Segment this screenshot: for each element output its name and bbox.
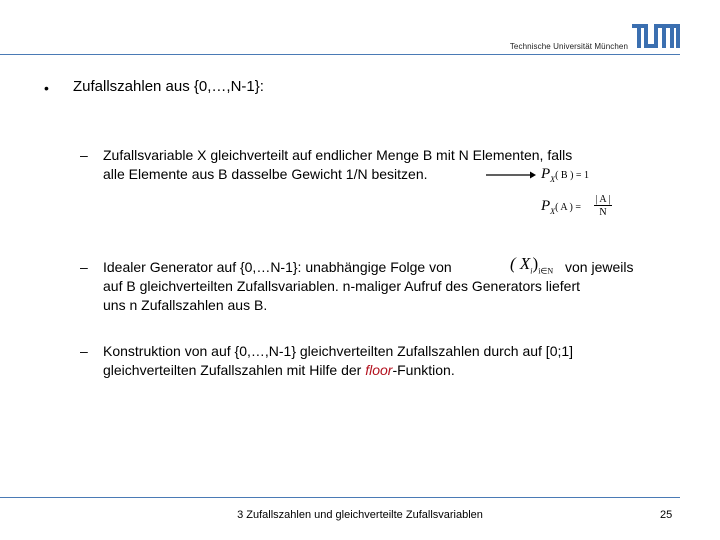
title-bullet: • xyxy=(44,80,49,96)
university-name: Technische Universität München xyxy=(509,42,628,51)
floor-keyword: floor xyxy=(365,362,393,378)
tum-logo xyxy=(632,24,682,52)
item-3-text xyxy=(103,342,663,380)
page-number: 25 xyxy=(660,509,673,521)
formula-3-close: ) xyxy=(532,254,539,273)
item-2-line-2: auf B gleichverteilten Zufallsvariablen. n-maliger Aufruf des Generators liefert xyxy=(103,278,581,294)
formula-1-p: P xyxy=(541,166,551,182)
item-1-line-1: Zufallsvariable X gleichverteilt auf endlicher Menge B mit N Elementen, falls xyxy=(103,147,573,163)
formula-3-open: ( X xyxy=(510,254,531,273)
implies-arrow xyxy=(486,170,536,180)
footer-divider xyxy=(0,497,680,498)
item-3-dash: – xyxy=(80,343,88,359)
formula-2-sub: X xyxy=(550,207,556,216)
item-1-dash: – xyxy=(80,147,88,163)
formula-sequence xyxy=(510,254,553,275)
formula-px-b xyxy=(541,166,589,184)
formula-2-denominator: N xyxy=(599,207,607,218)
formula-2-numerator: | A | xyxy=(595,194,611,205)
item-2-dash: – xyxy=(80,259,88,275)
slide-title: Zufallszahlen aus {0,…,N-1}: xyxy=(73,78,264,95)
item-2-line-1a: Idealer Generator auf {0,…N-1}: unabhängige Folge von xyxy=(103,259,452,275)
footer-title: 3 Zufallszahlen und gleichverteilte Zufallsvariablen xyxy=(237,509,483,521)
formula-1-sub: X xyxy=(550,175,556,184)
item-3-line-1: Konstruktion von auf {0,…,N-1} gleichverteilten Zufallszahlen durch auf [0;1] xyxy=(103,343,574,359)
formula-3-index: i∈N xyxy=(538,266,554,276)
formula-2-p: P xyxy=(541,198,551,214)
formula-1-rest: ( B ) = 1 xyxy=(555,170,590,181)
item-2-line-3: uns n Zufallszahlen aus B. xyxy=(103,297,268,313)
item-3-line-2a: gleichverteilten Zufallszahlen mit Hilfe der xyxy=(103,362,366,378)
formula-px-a xyxy=(541,194,621,220)
formula-2-arg: ( A ) = xyxy=(555,202,581,213)
item-2-line-1b: von jeweils xyxy=(565,259,634,275)
item-3-line-2c: -Funktion. xyxy=(392,362,455,378)
formula-3-sub: i xyxy=(530,266,533,276)
header-divider xyxy=(0,54,680,55)
item-2-text xyxy=(103,258,663,315)
item-1-line-2: alle Elemente aus B dasselbe Gewicht 1/N besitzen. xyxy=(103,166,428,182)
